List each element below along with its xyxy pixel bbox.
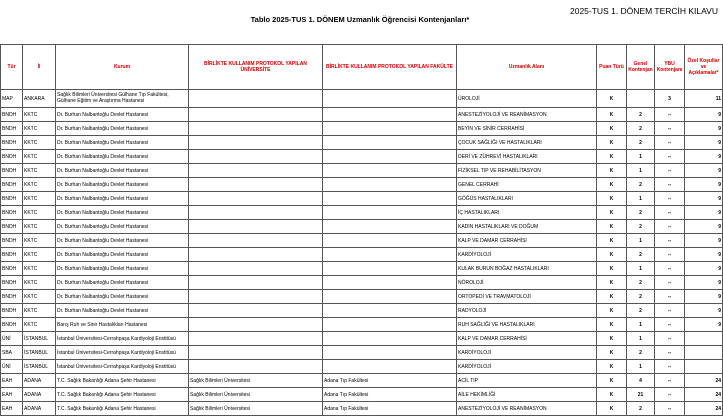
col-header-ybu-kontenjan: YBU Kontenjanı [655,45,685,90]
cell-fakulte [323,220,457,234]
cell-fakulte [323,192,457,206]
cell-kurum: İstanbul Üniversitesi-Cerrahpaşa Kardiyoloji Enstitüsü [56,332,189,346]
cell-uzmanlik-alani: KULAK BURUN BOĞAZ HASTALIKLARI [457,262,597,276]
cell-puan-turu: K [597,136,627,150]
cell-puan-turu: K [597,192,627,206]
cell-il: KKTC [23,192,56,206]
table-row [1,150,723,164]
cell-genel-kontenjan: 2 [627,304,655,318]
cell-kurum: Sağlık Bilimleri Üniversitesi Gülhane Tıp Fakültesi, Gülhane Eğitim ve Araştırma Hastanesi [56,90,189,108]
table-row [1,192,723,206]
quota-table [0,44,723,416]
table-row [1,262,723,276]
cell-il: KKTC [23,136,56,150]
cell-universite [189,220,323,234]
cell-ozel-kosullar: 9 [685,220,723,234]
cell-ybu-kontenjan: -- [655,402,685,416]
cell-fakulte [323,262,457,276]
cell-uzmanlik-alani: ACİL TIP [457,374,597,388]
cell-tur: BNDH [1,178,23,192]
cell-genel-kontenjan: 1 [627,262,655,276]
cell-universite [189,234,323,248]
cell-ybu-kontenjan: -- [655,360,685,374]
cell-uzmanlik-alani: ÜROLOJİ [457,90,597,108]
cell-ybu-kontenjan: -- [655,206,685,220]
cell-il: KKTC [23,108,56,122]
cell-puan-turu: K [597,164,627,178]
cell-genel-kontenjan: 2 [627,136,655,150]
cell-ozel-kosullar: 9 [685,262,723,276]
cell-il: KKTC [23,290,56,304]
cell-kurum: T.C. Sağlık Bakanlığı Adana Şehir Hastanesi [56,402,189,416]
cell-ozel-kosullar: 9 [685,164,723,178]
cell-fakulte [323,276,457,290]
table-row [1,178,723,192]
cell-kurum: Dr. Burhan Nalbantoğlu Devlet Hastanesi [56,304,189,318]
table-row [1,304,723,318]
cell-puan-turu: K [597,108,627,122]
table-header-row [1,45,723,90]
cell-genel-kontenjan: 2 [627,178,655,192]
cell-fakulte [323,332,457,346]
cell-tur: BNDH [1,164,23,178]
cell-genel-kontenjan: 1 [627,150,655,164]
cell-ozel-kosullar: 24 [685,374,723,388]
cell-ybu-kontenjan: -- [655,262,685,276]
cell-ybu-kontenjan: -- [655,108,685,122]
cell-il: KKTC [23,178,56,192]
cell-uzmanlik-alani: FİZİKSEL TIP VE REHABİLİTASYON [457,164,597,178]
cell-fakulte [323,90,457,108]
cell-genel-kontenjan: 1 [627,332,655,346]
cell-ozel-kosullar: 9 [685,248,723,262]
table-row [1,360,723,374]
cell-il: İSTANBUL [23,360,56,374]
cell-fakulte [323,150,457,164]
cell-ozel-kosullar: 9 [685,206,723,220]
cell-ybu-kontenjan: -- [655,150,685,164]
col-header-genel-kontenjan: Genel Kontenjan [627,45,655,90]
cell-ozel-kosullar: 11 [685,90,723,108]
cell-genel-kontenjan: 2 [627,122,655,136]
cell-il: KKTC [23,318,56,332]
cell-uzmanlik-alani: KARDİYOLOJİ [457,248,597,262]
cell-fakulte: Adana Tıp Fakültesi [323,374,457,388]
cell-uzmanlik-alani: GÖĞÜS HASTALIKLARI [457,192,597,206]
table-row [1,122,723,136]
cell-kurum: Dr. Burhan Nalbantoğlu Devlet Hastanesi [56,150,189,164]
cell-kurum: İstanbul Üniversitesi-Cerrahpaşa Kardiyoloji Enstitüsü [56,346,189,360]
cell-universite [189,360,323,374]
cell-ozel-kosullar: 9 [685,178,723,192]
cell-tur: BNDH [1,290,23,304]
col-header-tur: Tür [1,45,23,90]
cell-ozel-kosullar: 9 [685,108,723,122]
cell-genel-kontenjan: 2 [627,346,655,360]
cell-genel-kontenjan [627,90,655,108]
cell-fakulte [323,234,457,248]
cell-uzmanlik-alani: AİLE HEKİMLİĞİ [457,388,597,402]
cell-ozel-kosullar: 9 [685,136,723,150]
cell-il: İSTANBUL [23,332,56,346]
cell-kurum: Dr. Burhan Nalbantoğlu Devlet Hastanesi [56,164,189,178]
cell-tur: BNDH [1,150,23,164]
cell-uzmanlik-alani: ORTOPEDİ VE TRAVMATOLOJİ [457,290,597,304]
cell-universite [189,108,323,122]
cell-kurum: Dr. Burhan Nalbantoğlu Devlet Hastanesi [56,234,189,248]
cell-genel-kontenjan: 1 [627,192,655,206]
cell-il: KKTC [23,248,56,262]
cell-kurum: T.C. Sağlık Bakanlığı Adana Şehir Hastanesi [56,388,189,402]
cell-ozel-kosullar [685,360,723,374]
cell-universite [189,192,323,206]
cell-fakulte [323,178,457,192]
cell-tur: ÜNİ [1,332,23,346]
cell-tur: BNDH [1,304,23,318]
cell-il: İSTANBUL [23,346,56,360]
cell-tur: BNDH [1,192,23,206]
cell-il: KKTC [23,150,56,164]
cell-universite [189,290,323,304]
cell-puan-turu: K [597,332,627,346]
cell-puan-turu: K [597,90,627,108]
cell-ybu-kontenjan: -- [655,290,685,304]
cell-uzmanlik-alani: KADIN HASTALIKLARI VE DOĞUM [457,220,597,234]
cell-ybu-kontenjan: -- [655,220,685,234]
cell-kurum: Dr. Burhan Nalbantoğlu Devlet Hastanesi [56,136,189,150]
table-row [1,346,723,360]
cell-ybu-kontenjan: -- [655,388,685,402]
cell-fakulte [323,248,457,262]
cell-universite [189,248,323,262]
cell-fakulte [323,164,457,178]
cell-fakulte [323,318,457,332]
cell-universite [189,318,323,332]
cell-universite [189,262,323,276]
cell-genel-kontenjan: 2 [627,402,655,416]
cell-puan-turu: K [597,346,627,360]
cell-tur: BNDH [1,276,23,290]
cell-genel-kontenjan: 2 [627,220,655,234]
table-row [1,332,723,346]
cell-kurum: Dr. Burhan Nalbantoğlu Devlet Hastanesi [56,122,189,136]
cell-tur: BNDH [1,318,23,332]
cell-tur: BNDH [1,136,23,150]
cell-puan-turu: K [597,206,627,220]
cell-genel-kontenjan: 1 [627,318,655,332]
cell-ozel-kosullar: 9 [685,122,723,136]
cell-genel-kontenjan: 2 [627,206,655,220]
cell-ybu-kontenjan: -- [655,164,685,178]
cell-universite: Sağlık Bilimleri Üniversitesi [189,374,323,388]
cell-puan-turu: K [597,304,627,318]
cell-tur: BNDH [1,206,23,220]
table-title: Tablo 2025-TUS 1. DÖNEM Uzmanlık Öğrencisi Kontenjanları* [250,15,470,24]
cell-fakulte [323,136,457,150]
cell-il: KKTC [23,220,56,234]
cell-ybu-kontenjan: -- [655,304,685,318]
cell-kurum: Dr. Burhan Nalbantoğlu Devlet Hastanesi [56,220,189,234]
cell-uzmanlik-alani: RUH SAĞLIĞI VE HASTALIKLARI [457,318,597,332]
cell-kurum: T.C. Sağlık Bakanlığı Adana Şehir Hastanesi [56,374,189,388]
col-header-uzmanlik-alani: Uzmanlık Alanı [457,45,597,90]
cell-genel-kontenjan: 2 [627,108,655,122]
cell-universite [189,304,323,318]
cell-uzmanlik-alani: İÇ HASTALIKLARI [457,206,597,220]
cell-ozel-kosullar: 9 [685,276,723,290]
cell-ozel-kosullar: 9 [685,290,723,304]
cell-fakulte [323,290,457,304]
cell-il: ADANA [23,388,56,402]
cell-puan-turu: K [597,374,627,388]
cell-ybu-kontenjan: -- [655,234,685,248]
cell-uzmanlik-alani: DERİ VE ZÜHREVİ HASTALIKLARI [457,150,597,164]
cell-ozel-kosullar: 9 [685,304,723,318]
cell-kurum: Dr. Burhan Nalbantoğlu Devlet Hastanesi [56,248,189,262]
cell-il: ADANA [23,374,56,388]
table-row [1,90,723,108]
cell-ozel-kosullar: 9 [685,150,723,164]
cell-puan-turu: K [597,234,627,248]
cell-il: ANKARA [23,90,56,108]
cell-kurum: Dr. Burhan Nalbantoğlu Devlet Hastanesi [56,206,189,220]
cell-tur: ÜNİ [1,360,23,374]
table-row [1,318,723,332]
cell-genel-kontenjan: 21 [627,388,655,402]
table-row [1,402,723,416]
table-row [1,388,723,402]
cell-tur: EAH [1,402,23,416]
cell-puan-turu: K [597,388,627,402]
col-header-il: İl [23,45,56,90]
cell-universite: Sağlık Bilimleri Üniversitesi [189,402,323,416]
table-row [1,374,723,388]
cell-genel-kontenjan: 2 [627,290,655,304]
cell-tur: BNDH [1,220,23,234]
cell-universite [189,178,323,192]
cell-puan-turu: K [597,360,627,374]
cell-universite [189,90,323,108]
cell-il: KKTC [23,122,56,136]
cell-ybu-kontenjan: -- [655,136,685,150]
cell-genel-kontenjan: 1 [627,234,655,248]
cell-universite [189,206,323,220]
cell-puan-turu: K [597,150,627,164]
table-row [1,234,723,248]
col-header-fakulte: BİRLİKTE KULLANIM PROTOKOL YAPILAN FAKÜLTE [323,45,457,90]
cell-ybu-kontenjan: -- [655,346,685,360]
cell-puan-turu: K [597,220,627,234]
cell-ybu-kontenjan: -- [655,374,685,388]
cell-uzmanlik-alani: KARDİYOLOJİ [457,360,597,374]
cell-ozel-kosullar [685,346,723,360]
cell-uzmanlik-alani: ANESTEZİYOLOJİ VE REANİMASYON [457,108,597,122]
cell-kurum: Dr. Burhan Nalbantoğlu Devlet Hastanesi [56,178,189,192]
cell-kurum: Barış Ruh ve Sinir Hastalıkları Hastanesi [56,318,189,332]
cell-puan-turu: K [597,290,627,304]
cell-universite [189,276,323,290]
cell-tur: SBA [1,346,23,360]
cell-ybu-kontenjan: -- [655,178,685,192]
cell-universite [189,122,323,136]
cell-fakulte: Adana Tıp Fakültesi [323,388,457,402]
cell-il: KKTC [23,234,56,248]
cell-uzmanlik-alani: NÖROLOJİ [457,276,597,290]
table-row [1,164,723,178]
cell-universite: Sağlık Bilimleri Üniversitesi [189,388,323,402]
cell-genel-kontenjan: 1 [627,164,655,178]
cell-ozel-kosullar: 24 [685,402,723,416]
cell-tur: BNDH [1,262,23,276]
cell-tur: MAP [1,90,23,108]
table-body [1,90,723,416]
table-row [1,290,723,304]
cell-puan-turu: K [597,276,627,290]
cell-fakulte [323,360,457,374]
cell-ozel-kosullar: 9 [685,318,723,332]
cell-universite [189,136,323,150]
cell-kurum: Dr. Burhan Nalbantoğlu Devlet Hastanesi [56,262,189,276]
cell-ybu-kontenjan: 3 [655,90,685,108]
cell-il: ADANA [23,402,56,416]
cell-il: KKTC [23,206,56,220]
cell-kurum: Dr. Burhan Nalbantoğlu Devlet Hastanesi [56,192,189,206]
col-header-puan-turu: Puan Türü [597,45,627,90]
cell-ybu-kontenjan: -- [655,276,685,290]
cell-kurum: Dr. Burhan Nalbantoğlu Devlet Hastanesi [56,290,189,304]
cell-il: KKTC [23,304,56,318]
cell-tur: EAH [1,374,23,388]
col-header-ozel-kosullar: Özel Koşullar ve Açıklamalar* [685,45,723,90]
cell-genel-kontenjan: 4 [627,374,655,388]
cell-uzmanlik-alani: ÇOCUK SAĞLIĞI VE HASTALIKLARI [457,136,597,150]
cell-kurum: İstanbul Üniversitesi-Cerrahpaşa Kardiyoloji Enstitüsü [56,360,189,374]
col-header-kurum: Kurum [56,45,189,90]
cell-ozel-kosullar: 24 [685,388,723,402]
cell-genel-kontenjan: 2 [627,276,655,290]
cell-ozel-kosullar: 9 [685,234,723,248]
cell-puan-turu: K [597,248,627,262]
cell-fakulte [323,304,457,318]
cell-tur: BNDH [1,234,23,248]
cell-genel-kontenjan: 2 [627,248,655,262]
cell-ybu-kontenjan: -- [655,332,685,346]
cell-universite [189,164,323,178]
table-row [1,220,723,234]
cell-universite [189,346,323,360]
cell-ybu-kontenjan: -- [655,122,685,136]
cell-uzmanlik-alani: KALP VE DAMAR CERRAHİSİ [457,234,597,248]
cell-genel-kontenjan: 1 [627,360,655,374]
cell-puan-turu: K [597,178,627,192]
cell-puan-turu: K [597,122,627,136]
cell-kurum: Dr. Burhan Nalbantoğlu Devlet Hastanesi [56,276,189,290]
col-header-universite: BİRLİKTE KULLANIM PROTOKOL YAPILAN ÜNİVERSİTE [189,45,323,90]
cell-il: KKTC [23,164,56,178]
table-row [1,248,723,262]
cell-fakulte [323,206,457,220]
cell-uzmanlik-alani: RADYOLOJİ [457,304,597,318]
cell-ozel-kosullar [685,332,723,346]
cell-fakulte [323,108,457,122]
table-row [1,108,723,122]
cell-puan-turu: K [597,262,627,276]
cell-tur: EAH [1,388,23,402]
cell-fakulte: Adana Tıp Fakültesi [323,402,457,416]
cell-uzmanlik-alani: BEYİN VE SİNİR CERRAHİSİ [457,122,597,136]
cell-fakulte [323,122,457,136]
cell-universite [189,150,323,164]
cell-tur: BNDH [1,108,23,122]
cell-il: KKTC [23,276,56,290]
table-row [1,206,723,220]
cell-uzmanlik-alani: GENEL CERRAHİ [457,178,597,192]
cell-ybu-kontenjan: -- [655,248,685,262]
cell-ybu-kontenjan: -- [655,192,685,206]
document-header-title: 2025-TUS 1. DÖNEM TERCİH KILAVU [569,6,718,16]
cell-universite [189,332,323,346]
cell-tur: BNDH [1,248,23,262]
cell-ozel-kosullar: 9 [685,192,723,206]
cell-uzmanlik-alani: KALP VE DAMAR CERRAHİSİ [457,332,597,346]
cell-kurum: Dr. Burhan Nalbantoğlu Devlet Hastanesi [56,108,189,122]
cell-ybu-kontenjan: -- [655,318,685,332]
table-row [1,136,723,150]
table-row [1,276,723,290]
cell-il: KKTC [23,262,56,276]
cell-tur: BNDH [1,122,23,136]
cell-uzmanlik-alani: ANESTEZİYOLOJİ VE REANİMASYON [457,402,597,416]
cell-puan-turu: K [597,318,627,332]
cell-puan-turu: K [597,402,627,416]
cell-uzmanlik-alani: KARDİYOLOJİ [457,346,597,360]
cell-fakulte [323,346,457,360]
